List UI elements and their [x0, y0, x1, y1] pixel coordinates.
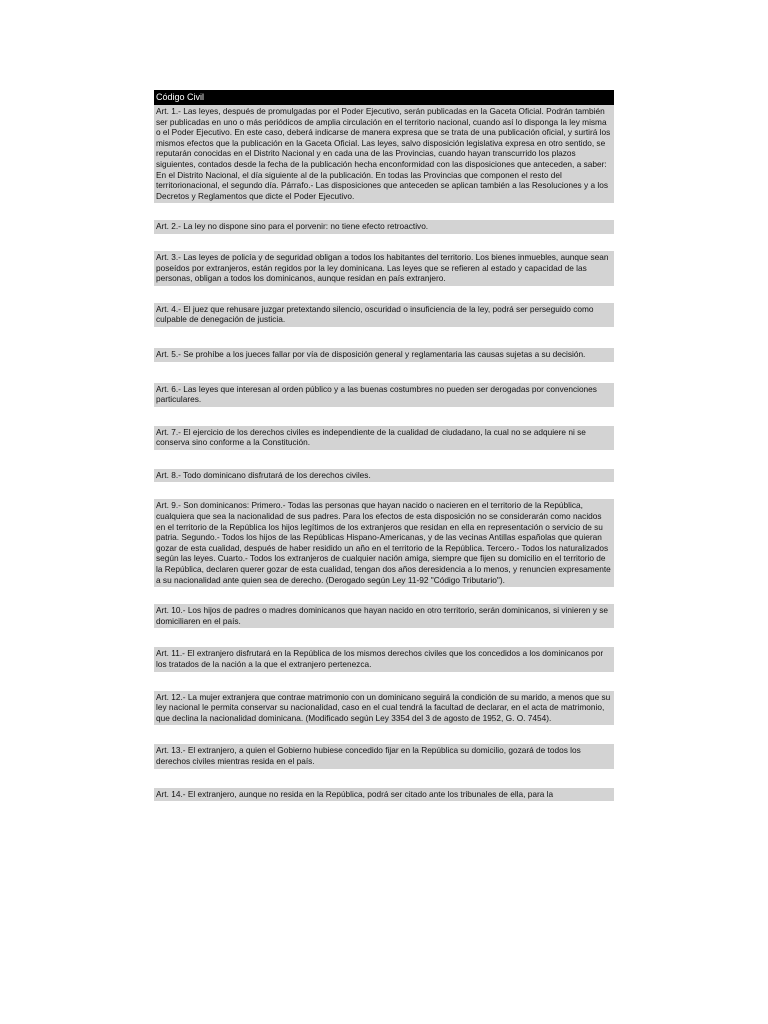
article-6: Art. 6.- Las leyes que interesan al orden público y a las buenas costumbres no pueden ser derogadas por convenciones particulares. — [154, 383, 614, 407]
article-5: Art. 5.- Se prohíbe a los jueces fallar por vía de disposición general y reglamentaria las causas sujetas a su decisión. — [154, 348, 614, 362]
spacer — [154, 628, 614, 647]
spacer — [154, 769, 614, 788]
spacer — [154, 672, 614, 691]
spacer — [154, 587, 614, 604]
spacer — [154, 450, 614, 469]
spacer — [154, 362, 614, 383]
article-14: Art. 14.- El extranjero, aunque no resida en la República, podrá ser citado ante los tribunales de ella, para la — [154, 788, 614, 802]
article-1: Art. 1.- Las leyes, después de promulgadas por el Poder Ejecutivo, serán publicadas en la Gaceta Oficial. Podrán también ser publicadas en uno o más periódicos de amplia circulación en el territorio nacional, cuando así lo disponga la ley misma o el Poder Ejecutivo. En este caso, deberá indicarse de manera expresa que se trata de una publicación oficial, y surtirá los mismos efectos que la publicación en la Gaceta Oficial. Las leyes, salvo disposición legislativa expresa en otro sentido, se reputarán conocidas en el Distrito Nacional y en cada una de las Provincias, cuando hayan transcurrido los plazos siguientes, contados desde la fecha de la publicación hecha enconformidad con las disposiciones que anteceden, a saber: En el Distrito Nacional, el día siguiente al de la publicación. En todas las Provincias que componen el resto del territorionacional, el segundo día. Párrafo.- Las disposiciones que anteceden se aplican también a las Resoluciones y a los Decretos y Reglamentos que dicte el Poder Ejecutivo. — [154, 105, 614, 203]
article-2: Art. 2.- La ley no dispone sino para el porvenir: no tiene efecto retroactivo. — [154, 220, 614, 234]
spacer — [154, 234, 614, 251]
spacer — [154, 327, 614, 348]
article-3: Art. 3.- Las leyes de policía y de seguridad obligan a todos los habitantes del territorio. Los bienes inmuebles, aunque sean poseídos por extranjeros, están regidos por la ley dominicana. Las leyes que se refieren al estado y capacidad de las personas, obligan a todos los dominicanos, aunque residan en país extranjero. — [154, 251, 614, 286]
document-title: Código Civil — [154, 90, 614, 105]
article-4: Art. 4.- El juez que rehusare juzgar pretextando silencio, oscuridad o insuficiencia de la ley, podrá ser perseguido como culpable de denegación de justicia. — [154, 303, 614, 327]
article-8: Art. 8.- Todo dominicano disfrutará de los derechos civiles. — [154, 469, 614, 483]
spacer — [154, 407, 614, 426]
article-10: Art. 10.- Los hijos de padres o madres dominicanos que hayan nacido en otro territorio, serán dominicanos, si vinieren y se domiciliaren en el país. — [154, 604, 614, 628]
article-12: Art. 12.- La mujer extranjera que contrae matrimonio con un dominicano seguirá la condición de su marido, a menos que su ley nacional le permita conservar su nacionalidad, caso en el cual tendrá la facultad de declarar, en el acta de matrimonio, que declina la nacionalidad dominicana. (Modificado según Ley 3354 del 3 de agosto de 1952, G. O. 7454). — [154, 691, 614, 726]
spacer — [154, 725, 614, 744]
article-7: Art. 7.- El ejercicio de los derechos civiles es independiente de la cualidad de ciudadano, la cual no se adquiere ni se conserva sino conforme a la Constitución. — [154, 426, 614, 450]
spacer — [154, 286, 614, 303]
article-9: Art. 9.- Son dominicanos: Primero.- Todas las personas que hayan nacido o nacieren en el territorio de la República, cualquiera que sea la nacionalidad de sus padres. Para los efectos de esta disposición no se considerarán como nacidos en el territorio de la República los hijos legítimos de los extranjeros que residan en ella en representación o servicio de su patria. Segundo.- Todos los hijos de las Repúblicas Hispano-Americanas, y de las vecinas Antillas españolas que quieran gozar de esta cualidad, después de haber residido un año en el territorio de la República. Tercero.- Todos los naturalizados según las leyes. Cuarto.- Todos los extranjeros de cualquier nación amiga, siempre que fijen su domicilio en el territorio de la República, declaren querer gozar de esta cualidad, tengan dos años deresidencia a lo menos, y renuncien expresamente a su nacionalidad ante quien sea de derecho. (Derogado según Ley 11-92 "Código Tributario"). — [154, 499, 614, 587]
article-13: Art. 13.- El extranjero, a quien el Gobierno hubiese concedido fijar en la República su domicilio, gozará de todos los derechos civiles mientras resida en el país. — [154, 744, 614, 768]
article-11: Art. 11.- El extranjero disfrutará en la República de los mismos derechos civiles que los concedidos a los dominicanos por los tratados de la nación a la que el extranjero pertenezca. — [154, 647, 614, 671]
spacer — [154, 203, 614, 220]
spacer — [154, 482, 614, 499]
document-page — [154, 90, 614, 801]
